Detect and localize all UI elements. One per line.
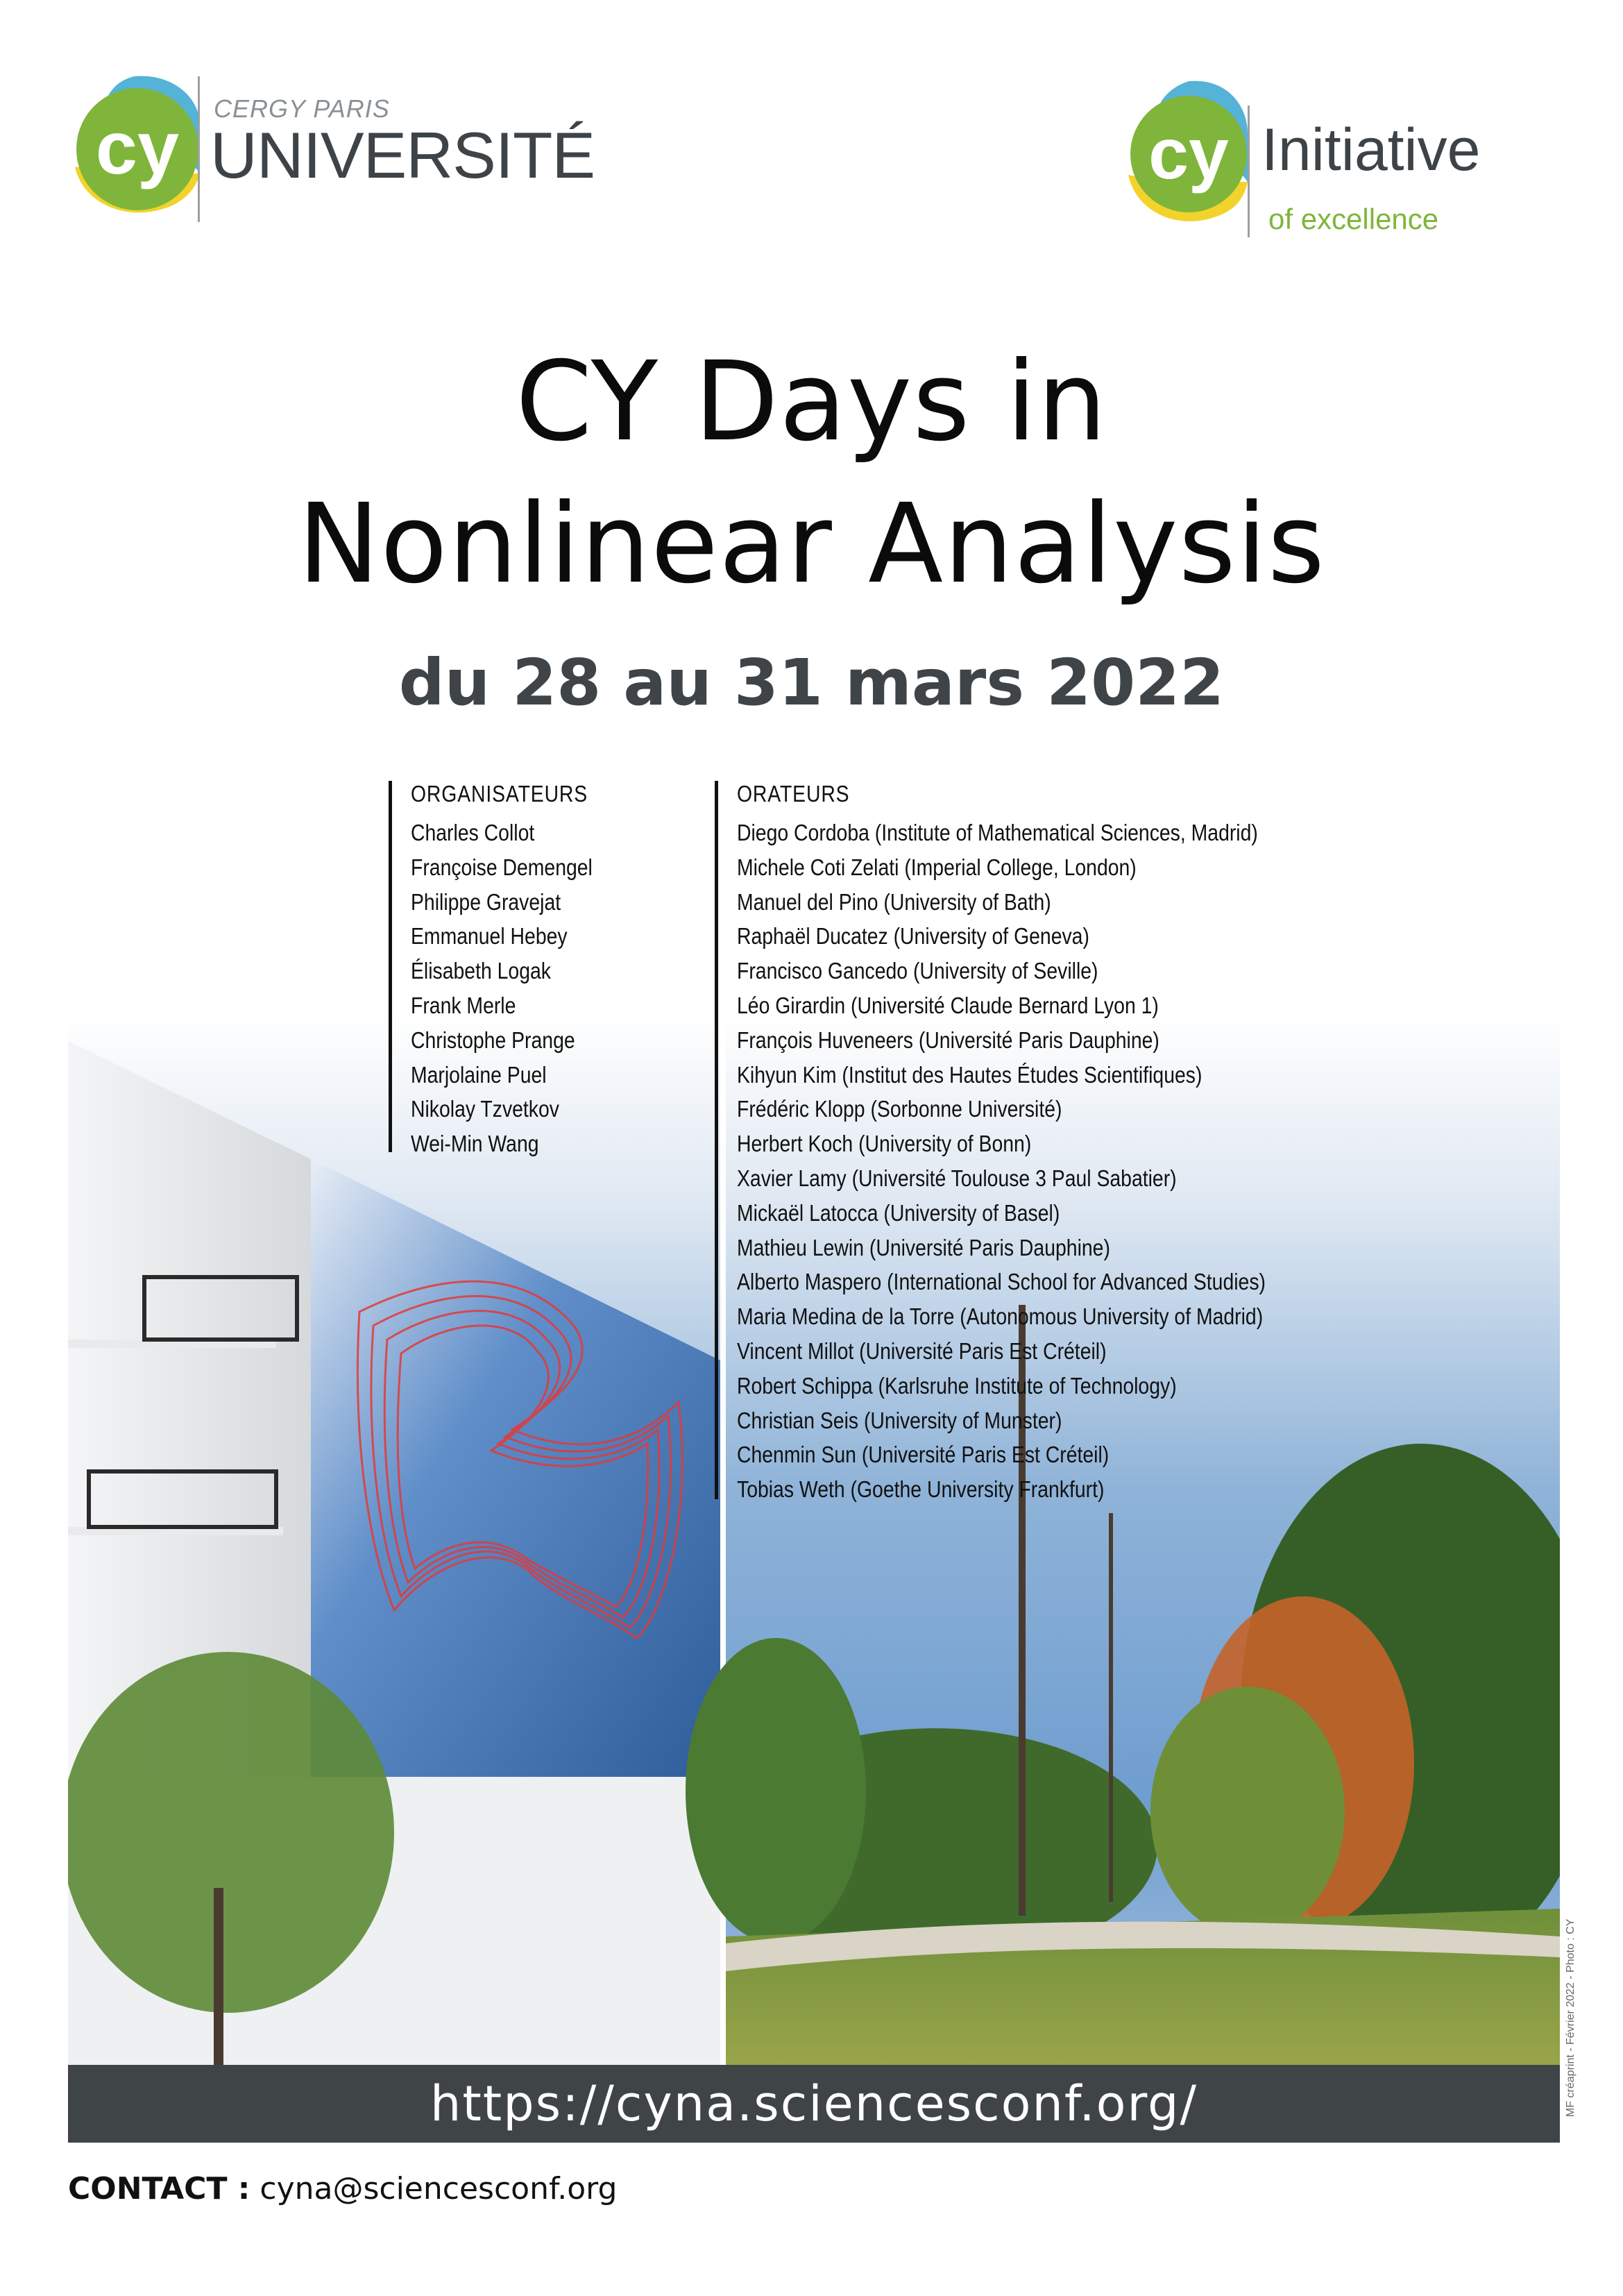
logo-divider [1248,105,1250,237]
speaker-name: Manuel del Pino (University of Bath) [737,888,1051,915]
cy-initiative-logo [1123,78,1567,251]
organiser-name: Marjolaine Puel [411,1061,547,1088]
speaker-name: Vincent Millot (Université Paris Est Créteil) [737,1337,1107,1364]
speaker-name: Maria Medina de la Torre (Autonomous University of Madrid) [737,1303,1264,1330]
speaker-name: Raphaël Ducatez (University of Geneva) [737,923,1089,949]
list-divider-bar [715,781,718,1499]
speaker-name: Kihyun Kim (Institut des Hautes Études Scientifiques) [737,1061,1203,1088]
contact-email[interactable]: cyna@sciencesconf.org [260,2171,618,2206]
event-dates: du 28 au 31 mars 2022 [398,645,1225,720]
organiser-name: Emmanuel Hebey [411,923,568,949]
organiser-name: Wei-Min Wang [411,1131,539,1157]
website-band [68,2065,1560,2143]
svg-text:cy: cy [95,105,180,189]
contact-label: CONTACT : [68,2171,250,2206]
organiser-name: Philippe Gravejat [411,888,561,915]
speaker-name: Mickaël Latocca (University of Basel) [737,1199,1060,1226]
svg-text:cy: cy [1148,114,1229,194]
organiser-name: Frank Merle [411,992,516,1018]
speaker-name: Diego Cordoba (Institute of Mathematical Sciences, Madrid) [737,820,1258,845]
speaker-name: Herbert Koch (University of Bonn) [737,1131,1032,1157]
speaker-name: Christian Seis (University of Munster) [737,1407,1062,1433]
speaker-name: Chenmin Sun (Université Paris Est Créteil) [737,1442,1110,1468]
page-title-line-2: Nonlinear Analysis [297,480,1326,608]
cy-university-logo [68,69,595,236]
organiser-name: Charles Collot [411,820,535,845]
speaker-name: Léo Girardin (Université Claude Bernard Lyon 1) [737,992,1159,1018]
speaker-name: Alberto Maspero (International School for Advanced Studies) [737,1269,1266,1295]
organisers-heading: ORGANISATEURS [411,781,588,807]
list-divider-bar [389,781,392,1152]
organiser-name: Christophe Prange [411,1027,575,1053]
speaker-name: Tobias Weth (Goethe University Frankfurt) [737,1476,1105,1503]
page-title-line-1: CY Days in [516,338,1107,466]
speaker-name: Robert Schippa (Karlsruhe Institute of Technology) [737,1372,1177,1399]
cy-logo-mark-icon [1123,78,1248,230]
photo-credit: MF créaprint - Février 2022 - Photo : CY [1565,1918,1577,2117]
cy-logo-mark-icon [68,69,200,222]
logo-universite: UNIVERSITÉ [210,119,595,192]
contact-line [68,2171,617,2206]
logo-of-excellence: of excellence [1268,203,1439,235]
speaker-name: Frédéric Klopp (Sorbonne Université) [737,1096,1062,1122]
speaker-name: Francisco Gancedo (University of Seville) [737,958,1098,984]
logo-divider [198,76,200,222]
speakers-heading: ORATEURS [737,781,850,807]
logo-cergy-paris: CERGY PARIS [214,94,390,123]
organiser-name: Élisabeth Logak [411,958,551,984]
website-link[interactable]: https://cyna.sciencesconf.org/ [430,2075,1198,2132]
speaker-name: Mathieu Lewin (Université Paris Dauphine) [737,1234,1110,1260]
speaker-name: Xavier Lamy (Université Toulouse 3 Paul Sabatier) [737,1165,1177,1191]
speaker-name: Michele Coti Zelati (Imperial College, London) [737,854,1137,880]
logo-initiative: Initiative [1261,117,1481,183]
organiser-name: Françoise Demengel [411,854,593,880]
speaker-name: François Huveneers (Université Paris Dauphine) [737,1027,1159,1053]
organiser-name: Nikolay Tzvetkov [411,1096,559,1122]
